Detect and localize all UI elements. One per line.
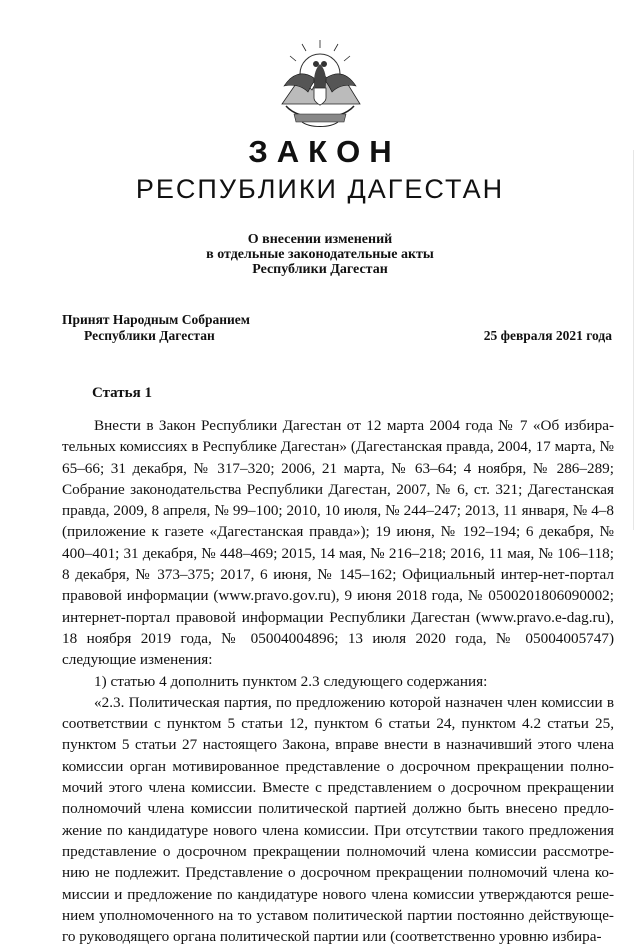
subject-line: Республики Дагестан (252, 262, 388, 277)
adoption-line: Республики Дагестан (84, 328, 215, 343)
paragraph: «2.3. Политическая партия, по предложению которой назначен член комиссии в соответствии с пунктом 5 статьи 12, пунктом 6 статьи 24, пунктом 4.2 статьи 25, пунктом 5 статьи 27 настоящего Закона, вправе внести в назначивший этого члена комиссии орган мотивированное представление о досрочном прекращении полно-мочий этого члена комиссии. Вместе с представлением о досрочном прекращении полномочий члена комиссии политической партией должно быть внесено предло-жение по кандидатуре нового члена комиссии. При отсутствии такого предложения представление о досрочном прекращении полномочий члена комиссии рассмотре-нию не подлежит. Представление о досрочном прекращении полномочий члена ко-миссии и предложение по кандидатуре нового члена комиссии утверждаются реше-нием уполномоченного на то уставом политической партии постоянно действующе-го руководящего органа политической партии или (соответственно уровню избира- (62, 693, 614, 946)
article-body (62, 415, 614, 947)
law-subject (0, 232, 640, 277)
article-heading: Статья 1 (92, 385, 152, 401)
adoption-date: 25 февраля 2021 года (483, 328, 612, 343)
subject-line: в отдельные законодательные акты (206, 247, 434, 262)
coat-of-arms-icon (272, 34, 368, 132)
law-subtitle: РЕСПУБЛИКИ ДАГЕСТАН (135, 174, 505, 204)
subject-line: О внесении изменений (247, 232, 393, 247)
paragraph: 1) статью 4 дополнить пунктом 2.3 следующего содержания: (94, 672, 488, 690)
law-title: ЗАКОН (248, 134, 401, 169)
scan-fold-line (633, 150, 634, 530)
adoption-block (62, 312, 250, 344)
adoption-line: Принят Народным Собранием (62, 312, 250, 327)
paragraph: Внести в Закон Республики Дагестан от 12 марта 2004 года № 7 «Об избира-тельных комиссиях в Республике Дагестан» (Дагестанская правда, 2004, 17 марта, № 65–66; 31 декабря, № 317–320; 2006, 21 марта, № 63–64; 4 ноября, № 286–289; Собрание законодательства Республики Дагестан, 2007, № 6, ст. 321; Дагестанская правда, 2009, 8 апреля, № 99–100; 2010, 10 июля, № 244–247; 2013, 11 января, № 4–8 (приложение к газете «Дагестанская правда»); 19 июня, № 192–194; 6 декабря, № 400–401; 31 декабря, № 448–469; 2015, 14 мая, № 216–218; 2016, 11 мая, № 106–118; 8 декабря, № 373–375; 2017, 6 июня, № 145–162; Официальный интер-нет-портал правовой информации (www.pravo.gov.ru), 9 июня 2018 года, № 0500201806090002; интернет-портал правовой информации Республики Дагестан (www.pravo.e-dag.ru), 18 ноября 2019 года, № 05004004896; 13 июля 2020 года, № 05004005747) следующие изменения: (62, 417, 614, 669)
